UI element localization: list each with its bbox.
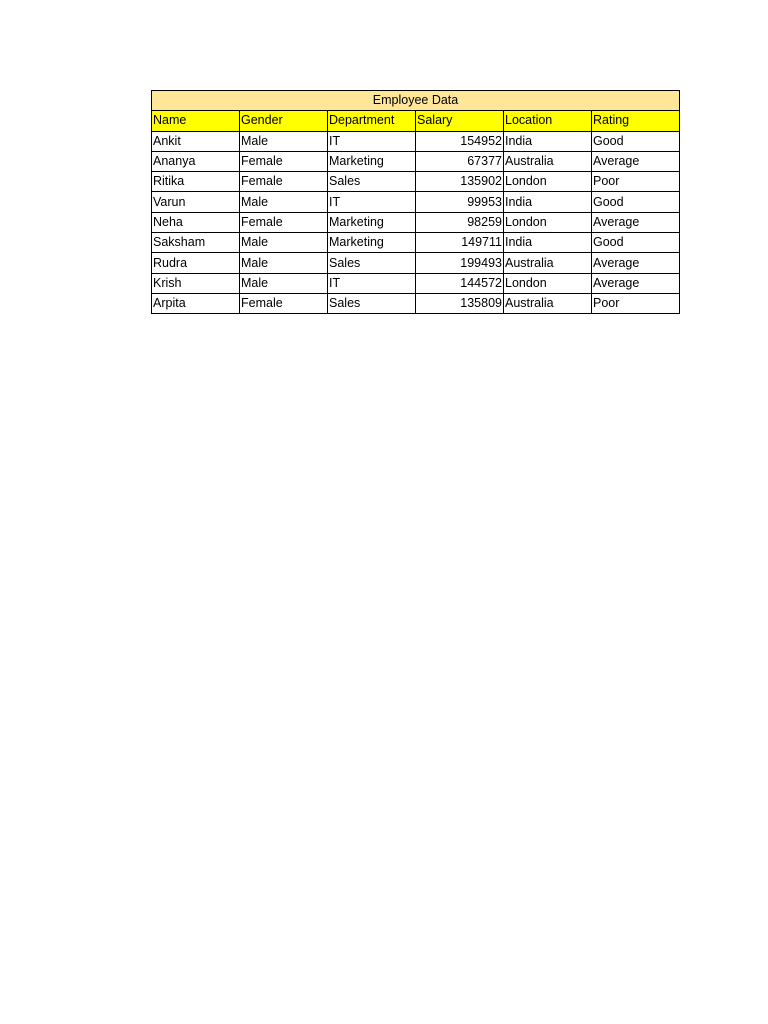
table-row — [152, 192, 680, 212]
cell-department[interactable]: Marketing — [328, 233, 416, 253]
header-gender[interactable]: Gender — [240, 111, 328, 131]
cell-location[interactable]: Australia — [504, 253, 592, 273]
header-department[interactable]: Department — [328, 111, 416, 131]
cell-gender[interactable]: Male — [240, 131, 328, 151]
cell-gender[interactable]: Male — [240, 273, 328, 293]
cell-location[interactable]: London — [504, 273, 592, 293]
cell-location[interactable]: Australia — [504, 151, 592, 171]
cell-location[interactable]: India — [504, 192, 592, 212]
cell-rating[interactable]: Poor — [592, 293, 680, 313]
table-row — [152, 293, 680, 313]
cell-name[interactable]: Varun — [152, 192, 240, 212]
table-row — [152, 253, 680, 273]
cell-rating[interactable]: Average — [592, 273, 680, 293]
cell-rating[interactable]: Good — [592, 233, 680, 253]
cell-gender[interactable]: Male — [240, 192, 328, 212]
cell-location[interactable]: London — [504, 212, 592, 232]
header-salary[interactable]: Salary — [416, 111, 504, 131]
cell-gender[interactable]: Female — [240, 293, 328, 313]
cell-name[interactable]: Ankit — [152, 131, 240, 151]
table-row — [152, 212, 680, 232]
cell-department[interactable]: Sales — [328, 293, 416, 313]
cell-salary[interactable]: 135809 — [416, 293, 504, 313]
cell-department[interactable]: Sales — [328, 253, 416, 273]
cell-salary[interactable]: 149711 — [416, 233, 504, 253]
cell-location[interactable]: India — [504, 131, 592, 151]
table-row — [152, 273, 680, 293]
cell-name[interactable]: Neha — [152, 212, 240, 232]
cell-salary[interactable]: 144572 — [416, 273, 504, 293]
cell-salary[interactable]: 154952 — [416, 131, 504, 151]
cell-department[interactable]: Marketing — [328, 212, 416, 232]
cell-rating[interactable]: Average — [592, 151, 680, 171]
cell-salary[interactable]: 67377 — [416, 151, 504, 171]
table-row — [152, 172, 680, 192]
cell-salary[interactable]: 98259 — [416, 212, 504, 232]
table-row — [152, 131, 680, 151]
cell-gender[interactable]: Female — [240, 212, 328, 232]
cell-department[interactable]: Marketing — [328, 151, 416, 171]
cell-salary[interactable]: 199493 — [416, 253, 504, 273]
cell-salary[interactable]: 99953 — [416, 192, 504, 212]
cell-name[interactable]: Ritika — [152, 172, 240, 192]
cell-location[interactable]: London — [504, 172, 592, 192]
cell-rating[interactable]: Average — [592, 212, 680, 232]
employee-data-table — [151, 90, 680, 314]
cell-name[interactable]: Rudra — [152, 253, 240, 273]
cell-gender[interactable]: Male — [240, 253, 328, 273]
cell-department[interactable]: IT — [328, 273, 416, 293]
cell-name[interactable]: Krish — [152, 273, 240, 293]
cell-department[interactable]: IT — [328, 192, 416, 212]
cell-name[interactable]: Saksham — [152, 233, 240, 253]
header-row — [152, 111, 680, 131]
cell-location[interactable]: Australia — [504, 293, 592, 313]
cell-gender[interactable]: Female — [240, 172, 328, 192]
cell-department[interactable]: Sales — [328, 172, 416, 192]
cell-name[interactable]: Arpita — [152, 293, 240, 313]
cell-name[interactable]: Ananya — [152, 151, 240, 171]
header-rating[interactable]: Rating — [592, 111, 680, 131]
cell-rating[interactable]: Good — [592, 131, 680, 151]
cell-department[interactable]: IT — [328, 131, 416, 151]
cell-rating[interactable]: Good — [592, 192, 680, 212]
cell-rating[interactable]: Average — [592, 253, 680, 273]
cell-gender[interactable]: Female — [240, 151, 328, 171]
header-name[interactable]: Name — [152, 111, 240, 131]
cell-location[interactable]: India — [504, 233, 592, 253]
table-row — [152, 233, 680, 253]
cell-gender[interactable]: Male — [240, 233, 328, 253]
title-row — [152, 91, 680, 111]
cell-salary[interactable]: 135902 — [416, 172, 504, 192]
table-title[interactable]: Employee Data — [152, 91, 680, 111]
cell-rating[interactable]: Poor — [592, 172, 680, 192]
header-location[interactable]: Location — [504, 111, 592, 131]
table-row — [152, 151, 680, 171]
